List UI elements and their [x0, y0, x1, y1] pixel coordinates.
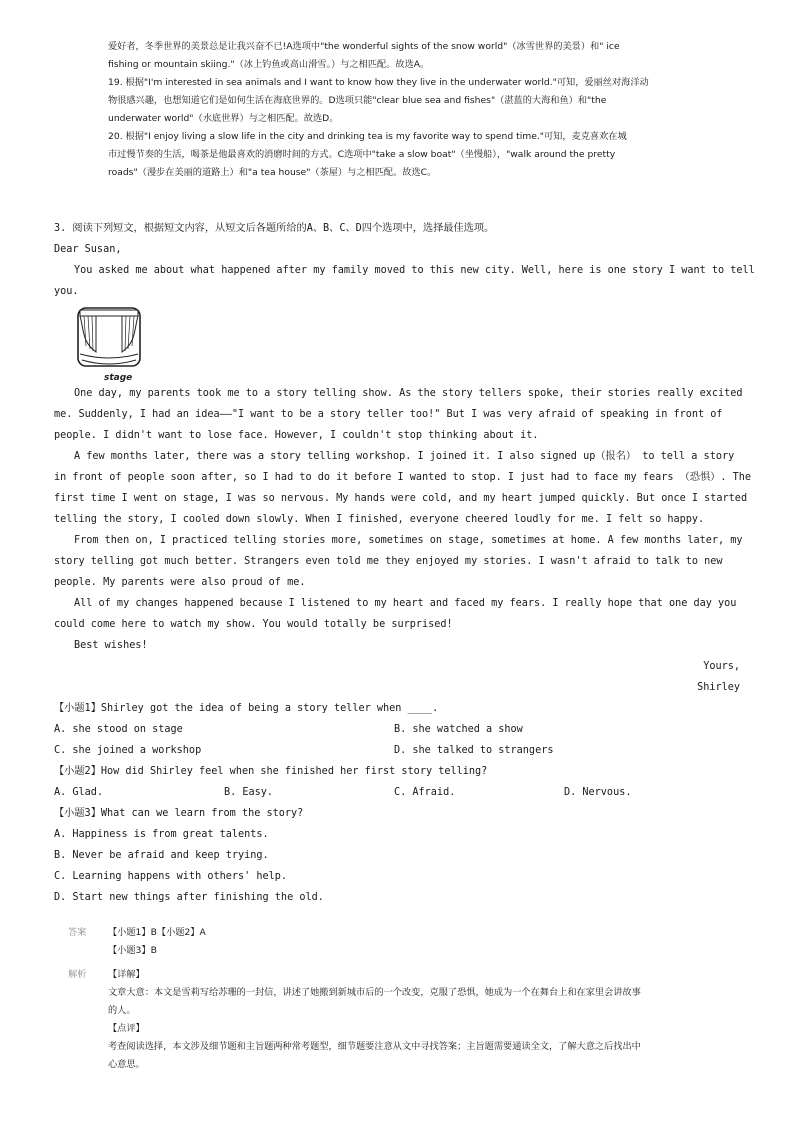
intro-line: you. [54, 286, 79, 297]
explanation-line: 物很感兴趣，也想知道它们是如何生活在海底世界的。D选项只能"clear blue sea and fishes"（湛蓝的大海和鱼）和"the [108, 95, 607, 106]
analysis-line: 文章大意：本文是雪莉写给苏珊的一封信，讲述了她搬到新城市后的一个改变，克服了恐惧，她成为一个在舞台上和在家里会讲故事 [108, 987, 641, 998]
paragraph-line: me. Suddenly, I had an idea——"I want to be a story teller too!" But I was very afraid of speaking in front of [54, 409, 723, 420]
intro-line: You asked me about what happened after my family moved to this new city. Well, here is one story I want to tell [74, 265, 755, 276]
signoff-name: Shirley [697, 682, 740, 693]
question-option: C. Learning happens with others' help. [54, 871, 288, 882]
explanation-line: 爱好者，冬季世界的美景总是让我兴奋不已!A选项中"the wonderful sights of the snow world"（冰雪世界的美景）和" ice [108, 41, 620, 52]
paragraph-line: could come here to watch my show. You would totally be surprised! [54, 619, 453, 630]
explanation-line: 20. 根据"I enjoy living a slow life in the city and drinking tea is my favorite way to spend time."可知，麦克喜欢在城 [108, 131, 627, 142]
paragraph-line: A few months later, there was a story telling workshop. I joined it. I also signed up（报名） to tell a story [74, 451, 735, 462]
explanation-line: underwater world"（水底世界）与之相匹配。故选D。 [108, 113, 339, 124]
closing: Best wishes! [74, 640, 148, 651]
salutation: Dear Susan, [54, 244, 122, 255]
answer-line: 【小题3】B [108, 945, 157, 956]
question-option: B. Easy. [224, 787, 274, 798]
explanation-line: fishing or mountain skiing."（冰上钓鱼或高山滑雪。）与之相匹配。故选A。 [108, 59, 430, 70]
stage-caption: stage [104, 373, 133, 383]
analysis-label: 解析 [68, 969, 87, 980]
question-option: A. she stood on stage [54, 724, 183, 735]
question-option: C. Afraid. [394, 787, 456, 798]
question-stem: 【小题3】What can we learn from the story? [54, 808, 304, 819]
question-option: D. Nervous. [564, 787, 632, 798]
question-option: A. Glad. [54, 787, 104, 798]
question-option: D. Start new things after finishing the old. [54, 892, 324, 903]
paragraph-line: All of my changes happened because I listened to my heart and faced my fears. I really hope that one day you [74, 598, 737, 609]
stage-illustration [74, 302, 144, 386]
question-option: A. Happiness is from great talents. [54, 829, 269, 840]
analysis-line: 【详解】 [108, 969, 145, 980]
paragraph-line: From then on, I practiced telling stories more, sometimes on stage, sometimes at home. A few months later, my [74, 535, 743, 546]
explanation-line: 19. 根据"I'm interested in sea animals and I want to know how they live in the underwater world."可知，爱丽丝对海洋动 [108, 77, 649, 88]
analysis-line: 考查阅读选择，本文涉及细节题和主旨题两种常考题型，细节题要注意从文中寻找答案；主旨题需要通读全文，了解大意之后找出中 [108, 1041, 641, 1052]
analysis-line: 的人。 [108, 1005, 136, 1016]
paragraph-line: One day, my parents took me to a story telling show. As the story tellers spoke, their stories really excited [74, 388, 743, 399]
question-option: C. she joined a workshop [54, 745, 202, 756]
question-stem: 【小题1】Shirley got the idea of being a story teller when ____. [54, 703, 439, 714]
paragraph-line: story telling got much better. Strangers even told me they enjoyed my stories. I wasn't afraid to talk to new [54, 556, 723, 567]
paragraph-line: telling the story, I cooled down slowly. When I finished, everyone cheered loudly for me. I felt so happy. [54, 514, 705, 525]
question-title: 3. 阅读下列短文，根据短文内容，从短文后各题所给的A、B、C、D四个选项中，选择最佳选项。 [54, 223, 495, 234]
paragraph-line: in front of people soon after, so I had to do it before I wanted to stop. I just had to face my fears （恐惧）. The [54, 472, 752, 483]
stage-icon [74, 302, 144, 386]
signoff-yours: Yours, [703, 661, 740, 672]
question-option: B. Never be afraid and keep trying. [54, 850, 269, 861]
analysis-line: 【点评】 [108, 1023, 145, 1034]
analysis-line: 心意思。 [108, 1059, 145, 1070]
explanation-line: 市过慢节奏的生活，喝茶是他最喜欢的消磨时间的方式。C选项中"take a slow boat"（坐慢船），"walk around the pretty [108, 149, 616, 160]
answer-line: 【小题1】B【小题2】A [108, 927, 206, 938]
question-option: D. she talked to strangers [394, 745, 554, 756]
paragraph-line: people. My parents were also proud of me. [54, 577, 306, 588]
paragraph-line: first time I went on stage, I was so nervous. My hands were cold, and my heart jumped quickly. But once I started [54, 493, 748, 504]
answer-label: 答案 [68, 927, 87, 938]
explanation-line: roads"（漫步在美丽的道路上）和"a tea house"（茶屋）与之相匹配。故选C。 [108, 167, 437, 178]
question-stem: 【小题2】How did Shirley feel when she finished her first story telling? [54, 766, 488, 777]
paragraph-line: people. I didn't want to lose face. However, I couldn't stop thinking about it. [54, 430, 539, 441]
question-option: B. she watched a show [394, 724, 523, 735]
